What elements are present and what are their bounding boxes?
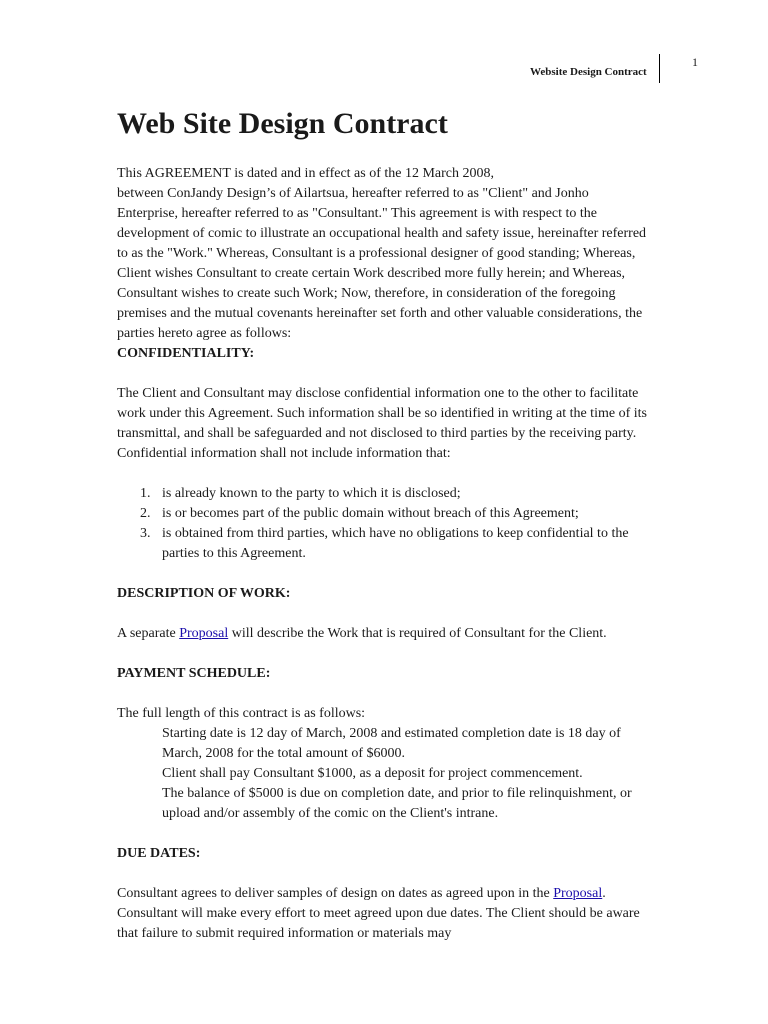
description-text — [117, 624, 653, 644]
payment-line-2: Client shall pay Consultant $1000, as a deposit for project commencement. — [162, 766, 583, 781]
spacer — [117, 604, 653, 624]
list-item — [117, 504, 653, 524]
spacer — [117, 824, 653, 844]
due-dates-text-post: . Consultant will make every effort to meet agreed upon due dates. The Client should be aware that failure to submit required information or materials may — [117, 886, 640, 941]
list-item — [117, 524, 653, 564]
payment-intro: The full length of this contract is as follows: — [117, 706, 366, 721]
header-divider — [659, 54, 660, 83]
description-text-pre: A separate — [117, 626, 180, 641]
proposal-link[interactable]: Proposal — [179, 626, 229, 641]
list-item-text: is already known to the party to which it is disclosed; — [162, 486, 461, 501]
spacer — [117, 644, 653, 664]
spacer — [117, 364, 653, 384]
spacer — [117, 684, 653, 704]
list-number: 3. — [140, 526, 151, 541]
confidentiality-list — [117, 484, 653, 564]
proposal-link[interactable]: Proposal — [553, 886, 603, 901]
due-dates-text — [117, 884, 653, 944]
description-text-post: will describe the Work that is required of Consultant for the Client. — [228, 626, 607, 641]
list-item — [117, 484, 653, 504]
confidentiality-heading: CONFIDENTIALITY: — [117, 346, 255, 361]
list-number: 2. — [140, 506, 151, 521]
document-title: Web Site Design Contract — [117, 107, 448, 140]
spacer — [117, 864, 653, 884]
intro-paragraph: between ConJandy Design’s of Ailartsua, hereafter referred to as "Client" and Jonho Enterprise, hereafter referred to as "Consultant." This agreement is with respect to the development of comic to illustrate an occupational health and safety issue, hereinafter referred to as the "Work." Whereas, Consultant is a professional designer of good standing; Whereas, Client wishes Consultant to create certain Work described more fully herein; and Whereas, Consultant wishes to create such Work; Now, therefore, in consideration of the foregoing premises and the mutual covenants hereinafter set forth and other valuable considerations, the parties hereto agree as follows: — [117, 186, 647, 341]
intro-line-1: This AGREEMENT is dated and in effect as of the 12 March 2008, — [117, 166, 495, 181]
list-number: 1. — [140, 486, 151, 501]
document-body — [117, 164, 653, 944]
spacer — [117, 464, 653, 484]
spacer — [117, 564, 653, 584]
payment-line-3: The balance of $5000 is due on completion date, and prior to file relinquishment, or upload and/or assembly of the comic on the Client's intrane. — [162, 786, 632, 821]
due-dates-heading: DUE DATES: — [117, 846, 201, 861]
list-item-text: is or becomes part of the public domain without breach of this Agreement; — [162, 506, 579, 521]
description-heading: DESCRIPTION OF WORK: — [117, 586, 291, 601]
page-number: 1 — [692, 55, 698, 69]
confidentiality-text: The Client and Consultant may disclose confidential information one to the other to facilitate work under this Agreement. Such information shall be so identified in writing at the time of its transmittal, and shall be safeguarded and not disclosed to third parties by the receiving party. Confidential information shall not include information that: — [117, 386, 647, 461]
payment-heading: PAYMENT SCHEDULE: — [117, 666, 271, 681]
due-dates-text-pre: Consultant agrees to deliver samples of design on dates as agreed upon in the — [117, 886, 554, 901]
running-header: Website Design Contract — [530, 66, 647, 78]
payment-line-1: Starting date is 12 day of March, 2008 and estimated completion date is 18 day of March, 2008 for the total amount of $6000. — [162, 726, 621, 761]
list-item-text: is obtained from third parties, which have no obligations to keep confidential to the parties to this Agreement. — [162, 526, 629, 561]
